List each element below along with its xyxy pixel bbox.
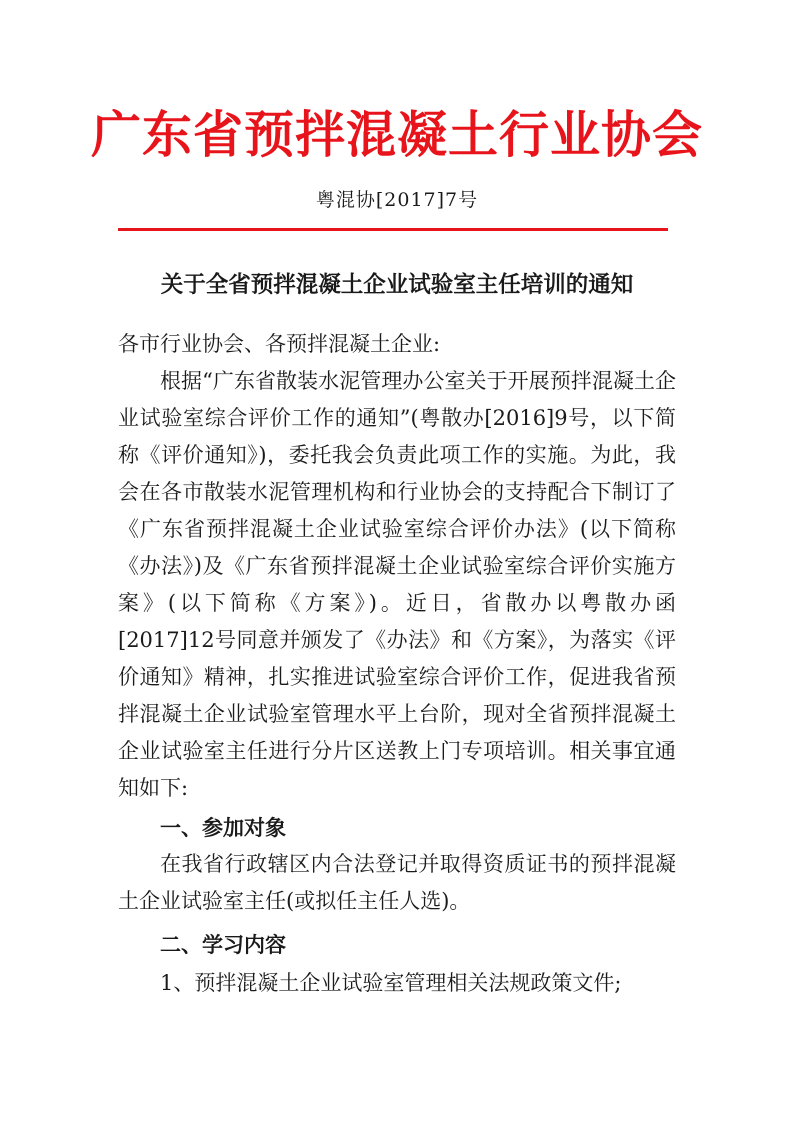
content-list-item: 1、预拌混凝土企业试验室管理相关法规政策文件; bbox=[160, 971, 622, 995]
red-divider-line bbox=[118, 228, 668, 231]
notice-body bbox=[118, 326, 676, 1002]
document-number: 粤混协[2017]7号 bbox=[315, 189, 479, 211]
salutation: 各市行业协会、各预拌混凝土企业: bbox=[118, 332, 441, 356]
organization-title: 广东省预拌混凝土行业协会 bbox=[91, 105, 703, 164]
intro-paragraph: 根据“广东省散装水泥管理办公室关于开展预拌混凝土企业试验室综合评价工作的通知”(粤散办[2016]9号，以下简称《评价通知》)，委托我会负责此项工作的实施。为此，我会在各市散装水泥管理机构和行业协会的支持配合下制订了《广东省预拌混凝土企业试验室综合评价办法》(以下简称《办法》)及《广东省预拌混凝土企业试验室综合评价实施方案》(以下简称《方案》)。近日，省散办以粤散办函[2017]12号同意并颁发了《办法》和《方案》，为落实《评价通知》精神，扎实推进试验室综合评价工作，促进我省预拌混凝土企业试验室管理水平上台阶，现对全省预拌混凝土企业试验室主任进行分片区送教上门专项培训。相关事宜通知如下: bbox=[118, 369, 676, 800]
section-heading-content: 二、学习内容 bbox=[160, 932, 286, 957]
notice-title: 关于全省预拌混凝土企业试验室主任培训的通知 bbox=[160, 272, 634, 298]
section-text-participants: 在我省行政辖区内合法登记并取得资质证书的预拌混凝土企业试验室主任(或拟任主任人选)。 bbox=[118, 852, 676, 913]
section-heading-participants: 一、参加对象 bbox=[160, 815, 286, 840]
